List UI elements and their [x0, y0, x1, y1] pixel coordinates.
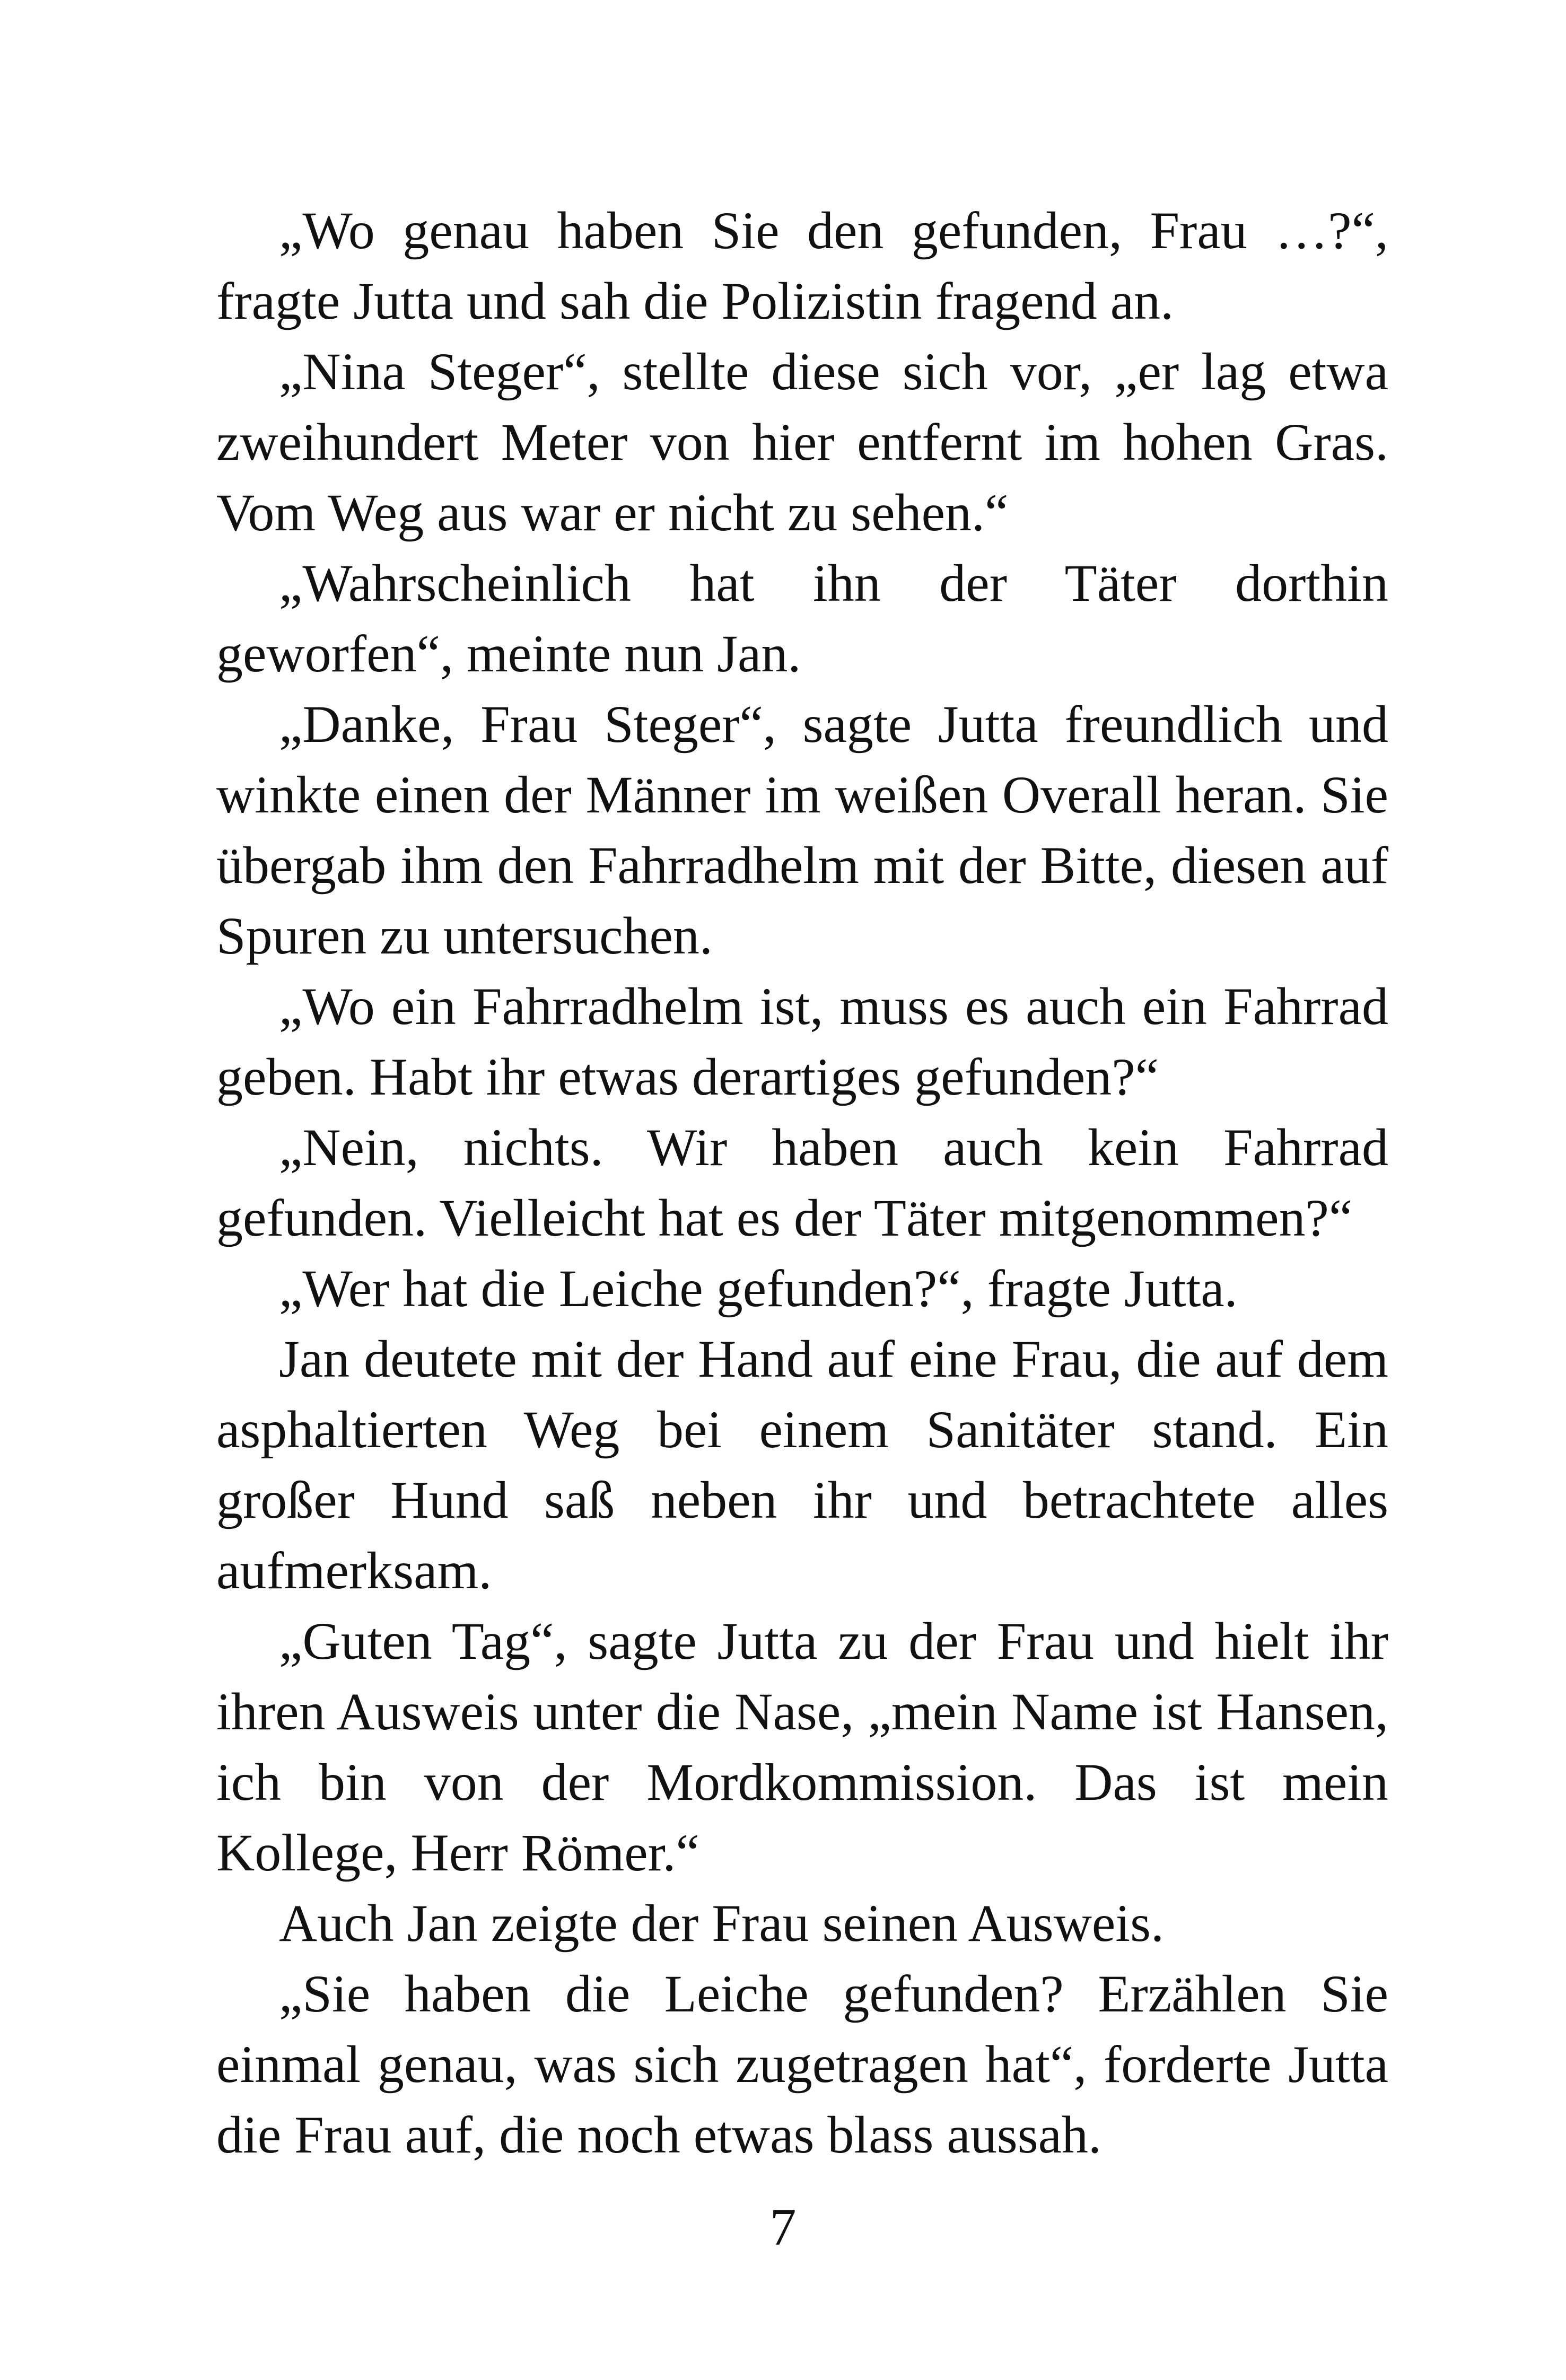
paragraph: „Sie haben die Leiche gefunden? Erzählen Sie einmal genau, was sich zugetragen hat“, forderte Jutta die Frau auf, die noch etwas blass aussah. [216, 1964, 1388, 2164]
paragraph: „Guten Tag“, sagte Jutta zu der Frau und hielt ihr ihren Ausweis unter die Nase, „mein Name ist Hansen, ich bin von der Mordkommission. Das ist mein Kollege, Herr Römer.“ [216, 1612, 1388, 1882]
page-number: 7 [769, 2198, 797, 2256]
paragraph: Auch Jan zeigte der Frau seinen Ausweis. [279, 1894, 1164, 1953]
paragraph: Jan deutete mit der Hand auf eine Frau, die auf dem asphaltierten Weg bei einem Sanitäter stand. Ein großer Hund saß neben ihr und betrachtete alles aufmerksam. [216, 1329, 1388, 1600]
body-text [216, 195, 1388, 2170]
paragraph: „Nein, nichts. Wir haben auch kein Fahrrad gefunden. Vielleicht hat es der Täter mitgenommen?“ [216, 1118, 1388, 1247]
paragraph: „Nina Steger“, stellte diese sich vor, „er lag etwa zweihundert Meter von hier entfernt im hohen Gras. Vom Weg aus war er nicht zu sehen.“ [216, 342, 1388, 542]
paragraph: „Wo genau haben Sie den gefunden, Frau …?“, fragte Jutta und sah die Polizistin fragend an. [216, 201, 1388, 330]
paragraph: „Danke, Frau Steger“, sagte Jutta freundlich und winkte einen der Männer im weißen Overall heran. Sie übergab ihm den Fahrradhelm mit der Bitte, diesen auf Spuren zu untersuchen. [216, 695, 1388, 965]
paragraph: „Wahrscheinlich hat ihn der Täter dorthin geworfen“, meinte nun Jan. [216, 554, 1388, 683]
paragraph: „Wo ein Fahrradhelm ist, muss es auch ein Fahrrad geben. Habt ihr etwas derartiges gefunden?“ [216, 977, 1388, 1106]
paragraph: „Wer hat die Leiche gefunden?“, fragte Jutta. [279, 1259, 1238, 1318]
